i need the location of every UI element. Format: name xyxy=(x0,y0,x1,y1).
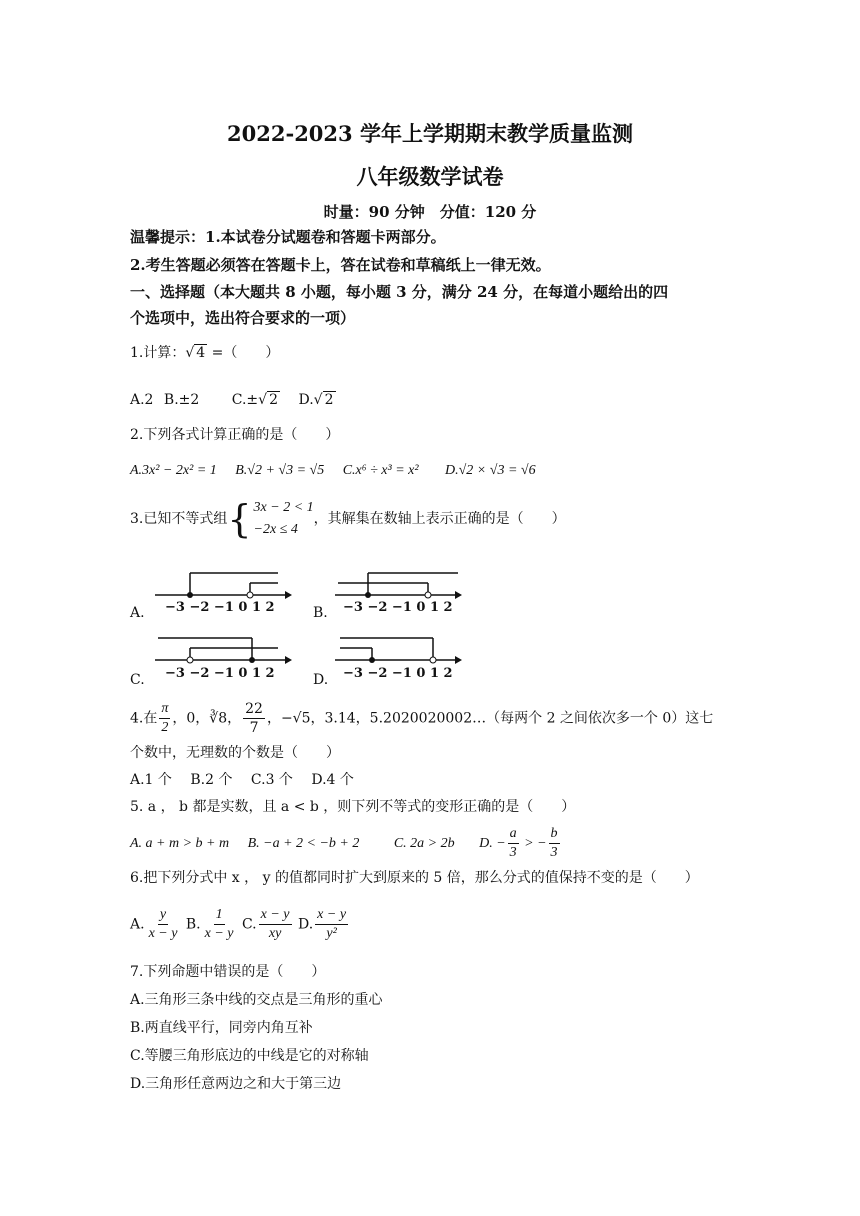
number-line-c xyxy=(155,638,292,664)
question-1-options: A.2 B.±2 C.±√ 2 D.√ 2 xyxy=(130,392,334,408)
number-line-d xyxy=(335,638,462,664)
section-heading-2: 个选项中，选出符合要求的一项） xyxy=(130,309,356,327)
question-6-options: A. $\frac{y}{x - y}$ B. $\frac{1}{x - y}$ C. $\frac{x - y}{xy}$ D. $\frac{x - y}{\text{y²}}$ xyxy=(130,907,347,941)
exam-subtitle: 八年级数学试卷 xyxy=(356,164,504,189)
question-7-option-d: D.三角形任意两边之和大于第三边 xyxy=(130,1076,342,1092)
exam-meta: 时量：90 分钟 分值：120 分 xyxy=(323,203,537,221)
question-2-options: A.3x² − 2x² = 1 B.√2 + √3 = √5 C.x⁶ ÷ x³ = x² D.√2 × √3 = √6 xyxy=(130,463,536,478)
question-1: 1.计算：√ 4 =（ ） xyxy=(130,345,280,361)
question-5-options: A. a + m > b + m B. −a + 2 < −b + 2 C. 2a > 2b D. − $\frac{a}{3}$ > − $\frac{b}{3}$ xyxy=(130,826,558,860)
question-4: 4.在 $\frac{\pi}{2}$ ，0，∛8， $\frac{22}{7}$ ，−√5，3.14，5.2020020002…（每两个 2 之间依次多一个 0）这七 xyxy=(130,701,714,736)
question-5: 5. a ， b 都是实数，且 a < b ，则下列不等式的变形正确的是（ ） xyxy=(130,799,576,815)
number-line-d-ticks: −3 −2 −1 0 1 2 xyxy=(343,666,453,681)
number-line-a xyxy=(155,573,292,599)
note-1: 温馨提示：1.本试卷分试题卷和答题卡两部分。 xyxy=(130,228,446,246)
note-2: 2.考生答题必须答在答题卡上，答在试卷和草稿纸上一律无效。 xyxy=(130,256,551,274)
question-7-option-b: B.两直线平行，同旁内角互补 xyxy=(130,1020,313,1036)
number-line-c-ticks: −3 −2 −1 0 1 2 xyxy=(165,666,275,681)
number-line-b-ticks: −3 −2 −1 0 1 2 xyxy=(343,600,453,615)
option-d-label: D. xyxy=(313,672,329,688)
question-4-options: A.1 个 B.2 个 C.3 个 D.4 个 xyxy=(130,772,354,788)
exam-title: 2022-2023 学年上学期期末教学质量监测 xyxy=(227,121,633,146)
option-c-label: C. xyxy=(130,672,145,688)
question-7-option-c: C.等腰三角形底边的中线是它的对称轴 xyxy=(130,1048,369,1064)
number-line-a-ticks: −3 −2 −1 0 1 2 xyxy=(165,600,275,615)
section-heading-1: 一、选择题（本大题共 8 小题，每小题 3 分，满分 24 分，在每道小题给出的四 xyxy=(130,283,669,301)
question-7: 7.下列命题中错误的是（ ） xyxy=(130,964,326,980)
option-a-label: A. xyxy=(130,605,145,621)
option-b-label: B. xyxy=(313,605,328,621)
question-3: 3.已知不等式组{ 3x − 2 < 1 −2x ≤ 4 ，其解集在数轴上表示正确的是（ ） xyxy=(130,497,566,541)
question-2: 2.下列各式计算正确的是（ ） xyxy=(130,427,340,443)
question-7-option-a: A.三角形三条中线的交点是三角形的重心 xyxy=(130,992,383,1008)
number-line-b xyxy=(335,573,462,599)
question-4-line2: 个数中，无理数的个数是（ ） xyxy=(130,745,340,761)
question-6: 6.把下列分式中 x ， y 的值都同时扩大到原来的 5 倍，那么分式的值保持不变的是（ ） xyxy=(130,870,699,886)
